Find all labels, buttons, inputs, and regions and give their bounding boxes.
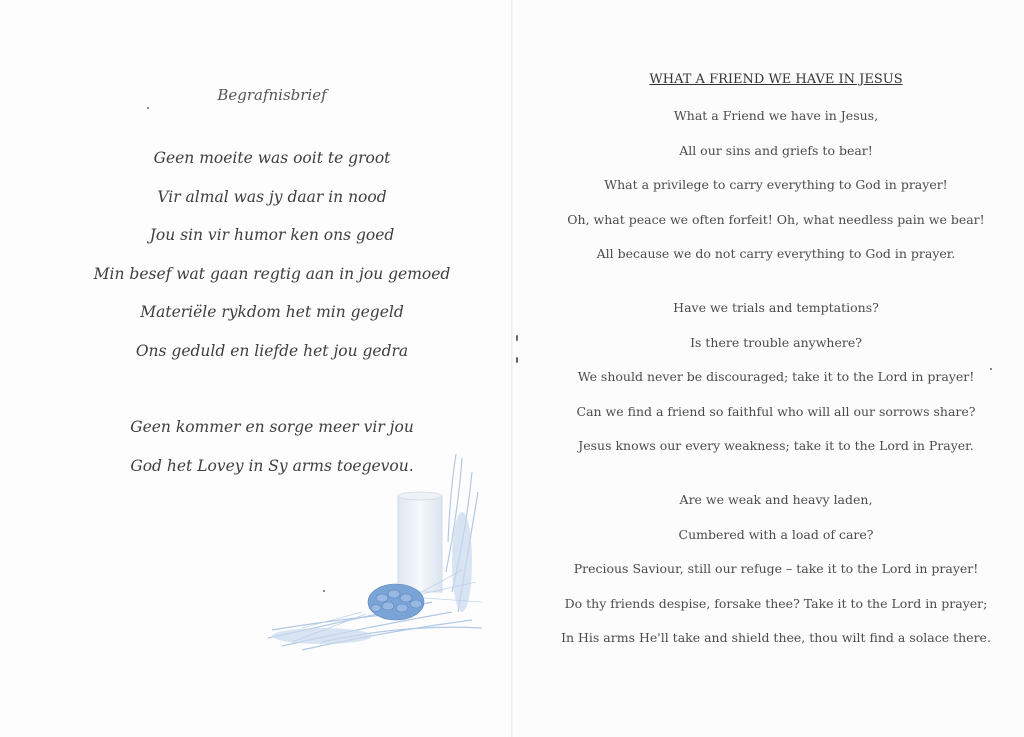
hymn-line: Have we trials and temptations? <box>673 299 879 315</box>
poem-line: Geen kommer en sorge meer vir jou <box>130 418 414 436</box>
hymn-line: All because we do not carry everything to God in prayer. <box>596 246 956 262</box>
hymn-line: Jesus knows our every weakness; take it to the Lord in Prayer. <box>578 438 974 454</box>
poem-line: Min besef wat gaan regtig aan in jou gemoed <box>93 264 451 283</box>
poem-line: Vir almal was jy daar in nood <box>157 187 387 206</box>
left-poem <box>0 146 544 492</box>
poem-line: Materiële rykdom het min gegeld <box>140 303 404 321</box>
left-page-title: Begrafnisbrief <box>217 86 327 104</box>
candle-shape <box>398 496 442 592</box>
hymn-line: What a Friend we have in Jesus, <box>673 108 879 123</box>
scan-speck <box>516 357 518 363</box>
scan-speck <box>147 107 149 109</box>
poem-line: Ons geduld en liefde het jou gedra <box>135 341 409 360</box>
stanza-gap <box>512 277 1024 296</box>
hymn-line: Cumbered with a load of care? <box>678 526 874 542</box>
hymn-line: What a privilege to carry everything to God in prayer! <box>604 177 948 193</box>
stanza-gap <box>0 377 544 415</box>
hymn-line: Precious Saviour, still our refuge – take it to the Lord in prayer! <box>573 561 979 577</box>
stanza-gap <box>512 469 1024 488</box>
scan-speck <box>516 335 518 341</box>
scan-speck <box>323 590 325 592</box>
right-poem <box>512 104 1024 661</box>
hymn-line: Can we find a friend so faithful who will all our sorrows share? <box>576 403 976 419</box>
poem-line: Jou sin vir humor ken ons goed <box>149 226 395 244</box>
poem-line: Geen moeite was ooit te groot <box>153 149 391 167</box>
scan-speck <box>990 368 992 370</box>
hymn-line: All our sins and griefs to bear! <box>679 142 873 158</box>
right-page-title: WHAT A FRIEND WE HAVE IN JESUS <box>649 72 903 87</box>
hymn-line: Oh, what peace we often forfeit! Oh, what needless pain we bear! <box>567 211 985 227</box>
candle-pinecone-illustration <box>262 452 490 652</box>
hymn-line: Do thy friends despise, forsake thee? Take it to the Lord in prayer; <box>564 595 988 611</box>
pinecone-shape <box>368 584 424 620</box>
hymn-line: Is there trouble anywhere? <box>690 334 862 350</box>
greenery-shape <box>268 454 482 650</box>
hymn-line: Are we weak and heavy laden, <box>679 491 873 507</box>
hymn-line: In His arms He'll take and shield thee, thou wilt find a solace there. <box>561 630 991 646</box>
hymn-line: We should never be discouraged; take it to the Lord in prayer! <box>577 369 975 385</box>
poem-line: God het Lovey in Sy arms toegevou. <box>130 456 414 475</box>
candle-top <box>398 492 442 500</box>
